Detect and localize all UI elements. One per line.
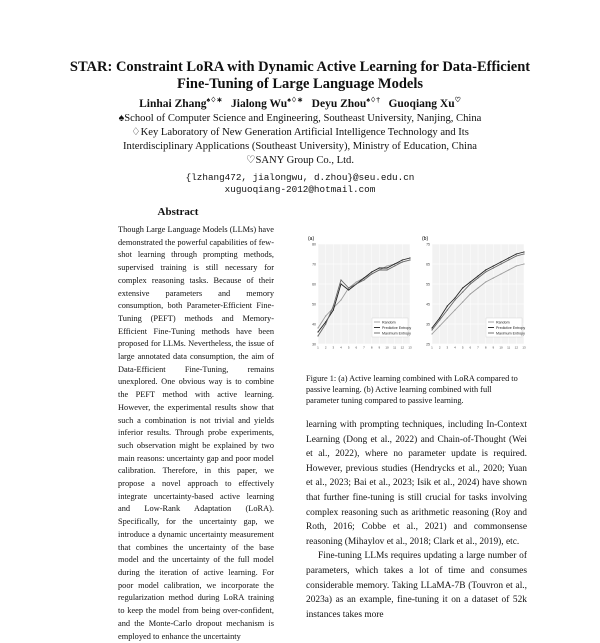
data-point (356, 283, 357, 284)
x-tick-label: 7 (477, 345, 479, 350)
affiliation: ♠School of Computer Science and Engineering, Southeast University, Nanjing, China (118, 113, 482, 124)
data-point (508, 269, 509, 270)
data-point (340, 279, 341, 280)
data-point (317, 335, 318, 336)
data-point (439, 325, 440, 326)
data-point (447, 317, 448, 318)
panel-label-b: (b) (422, 236, 429, 242)
x-tick-label: 9 (492, 345, 495, 350)
x-tick-label: 8 (370, 345, 373, 350)
x-tick-label: 13 (408, 345, 412, 350)
legend-label: Predictive Entropy (382, 325, 412, 330)
data-point (500, 263, 501, 264)
legend-label: Maximum Entropy (496, 331, 525, 336)
data-point (462, 301, 463, 302)
data-point (454, 309, 455, 310)
data-point (431, 327, 432, 328)
data-point (477, 287, 478, 288)
author-name: Linhai Zhang (139, 97, 207, 110)
x-tick-label: 4 (340, 345, 342, 350)
data-point (523, 253, 524, 254)
y-tick-label: 50 (312, 302, 316, 307)
data-point (394, 263, 395, 264)
x-tick-label: 1 (317, 345, 319, 350)
affiliation: ♢Key Laboratory of New Generation Artificial Intelligence Technology and Its (131, 127, 469, 138)
data-point (454, 299, 455, 300)
figure-1 (306, 232, 528, 367)
data-point (402, 261, 403, 262)
x-tick-label: 6 (355, 345, 358, 350)
y-tick-label: 65 (426, 262, 430, 267)
legend-label: Random (496, 320, 510, 325)
data-point (394, 265, 395, 266)
x-tick-label: 5 (347, 345, 350, 350)
data-point (508, 257, 509, 258)
figure-chart (306, 232, 528, 362)
title-line-2: Fine-Tuning of Large Language Models (177, 76, 423, 92)
author-marks: ♠♢∗ (287, 96, 304, 104)
y-tick-label: 25 (426, 342, 430, 347)
data-point (477, 277, 478, 278)
data-point (447, 305, 448, 306)
author-list (40, 96, 560, 110)
data-point (340, 299, 341, 300)
data-point (386, 265, 387, 266)
data-point (516, 265, 517, 266)
email-block (40, 172, 560, 197)
y-tick-label: 30 (312, 342, 316, 347)
data-point (470, 293, 471, 294)
x-tick-label: 7 (363, 345, 365, 350)
data-point (523, 251, 524, 252)
affiliation: ♡SANY Group Co., Ltd. (246, 155, 354, 166)
x-tick-label: 10 (499, 345, 503, 350)
author-marks: ♡ (454, 96, 461, 104)
legend-label: Predictive Entropy (496, 325, 526, 330)
author-name: Deyu Zhou (311, 97, 367, 110)
abstract-heading: Abstract (157, 206, 199, 218)
data-point (325, 323, 326, 324)
figure-caption: Figure 1: (a) Active learning combined with LoRA compared to passive learning. (b) Active learning combined with full parameter tuning compared to passive learning. (306, 374, 518, 405)
x-tick-label: 3 (332, 345, 335, 350)
legend-label: Maximum Entropy (382, 331, 411, 336)
title-line-1: STAR: Constraint LoRA with Dynamic Active Learning for Data-Efficient (69, 59, 531, 75)
data-point (371, 273, 372, 274)
data-point (516, 255, 517, 256)
x-tick-label: 1 (431, 345, 433, 350)
x-tick-label: 5 (461, 345, 464, 350)
data-point (485, 271, 486, 272)
data-point (470, 281, 471, 282)
data-point (508, 259, 509, 260)
body-paragraph: Fine-tuning LLMs requires updating a large number of parameters, which takes a lot of time and consumes considerable memory. Taking LLaMA-7B (Touvron et al., 2023a) as an example, fine-tuning it on a dataset of 52k instances takes more (306, 551, 527, 620)
x-tick-label: 13 (522, 345, 526, 350)
data-point (462, 291, 463, 292)
data-point (333, 309, 334, 310)
data-point (493, 277, 494, 278)
data-point (363, 279, 364, 280)
x-tick-label: 3 (446, 345, 449, 350)
data-point (409, 259, 410, 260)
data-point (500, 273, 501, 274)
y-tick-label: 75 (426, 242, 430, 247)
data-point (431, 329, 432, 330)
data-point (439, 317, 440, 318)
email-line: {lzhang472, jialongwu, d.zhou}@seu.edu.cn (185, 172, 415, 183)
data-point (348, 287, 349, 288)
author-marks: ♠♢∗ (206, 96, 223, 104)
abstract-paragraph: Though Large Language Models (LLMs) have demonstrated the powerful capabilities of few-shot learning through prompting methods, supervised training is still necessary for complex reasoning tasks. Because of their extensive parameters and memory consumption, both Parameter-Efficient Fine-Tuning (PEFT) methods and Memory-Efficient Fine-Tuning methods have been proposed for LLMs. Nevertheless, the issue of large annotated data consumption, the aim of Data-Efficient Fine-Tuning, remains unexplored. One obvious way is to combine the PEFT method with active learning. However, the experimental results show that such a combination is not trivial and yields inferior results. Through probe experiments, such observation might be explained by two main reasons: uncertainty gap and poor model calibration. Therefore, in this paper, we propose a novel approach to effectively integrate uncertainty-based active learning and Low-Rank Adaptation (LoRA). Specifically, for the uncertainty gap, we introduce a dynamic uncertainty measurement that combines the uncertainty of the base model and the uncertainty of the full model during the iteration of active learning. For poor model calibration, we incorporate the regularization method during LoRA training to keep the model from being over-confident, and the Monte-Carlo dropout mechanism is employed to enhance the uncertainty (118, 225, 274, 641)
data-point (447, 309, 448, 310)
data-point (402, 259, 403, 260)
data-point (409, 257, 410, 258)
data-point (431, 333, 432, 334)
x-tick-label: 11 (393, 345, 397, 350)
data-point (439, 319, 440, 320)
data-point (386, 269, 387, 270)
y-tick-label: 40 (312, 322, 316, 327)
data-point (333, 305, 334, 306)
author-name: Jialong Wu (231, 97, 288, 110)
y-tick-label: 70 (312, 262, 316, 267)
y-tick-label: 60 (312, 282, 316, 287)
x-tick-label: 9 (378, 345, 381, 350)
x-tick-label: 4 (454, 345, 456, 350)
data-point (325, 315, 326, 316)
data-point (516, 253, 517, 254)
body-paragraph: learning with prompting techniques, including In-Context Learning (Dong et al., 2022) and Chain-of-Thought (Wei et al., 2022), where no parameter update is required. However, previous studies (Hendrycks et al., 2020; Yuan et al., 2023; Bai et al., 2023; Isik et al., 2024) have shown that further fine-tuning is still crucial for tasks involving complex reasoning such as arithmetic reasoning (Roy and Roth, 2016; Cobbe et al., 2021) and commonsense reasoning (Mihaylov et al., 2018; Clark et al., 2019), etc. (306, 420, 527, 547)
data-point (454, 297, 455, 298)
data-point (379, 269, 380, 270)
data-point (317, 331, 318, 332)
author-marks: ♠♢† (366, 96, 380, 104)
data-point (356, 281, 357, 282)
chart-panel-b (426, 243, 526, 350)
data-point (340, 283, 341, 284)
author-name: Guoqiang Xu (388, 97, 455, 110)
data-point (462, 287, 463, 288)
body-column (306, 418, 527, 622)
data-point (386, 267, 387, 268)
data-point (348, 289, 349, 290)
data-point (371, 271, 372, 272)
x-tick-label: 12 (400, 345, 405, 350)
x-tick-label: 8 (484, 345, 487, 350)
x-tick-label: 6 (469, 345, 472, 350)
x-tick-label: 2 (324, 345, 327, 350)
email-line: xuguoqiang-2012@hotmail.com (224, 184, 376, 196)
data-point (523, 263, 524, 264)
chart-panel-a (312, 243, 412, 350)
data-point (485, 281, 486, 282)
y-tick-label: 80 (312, 242, 316, 247)
data-point (363, 277, 364, 278)
affiliation: Interdisciplinary Applications (Southeast University), Ministry of Education, China (123, 141, 477, 152)
data-point (317, 327, 318, 328)
paper-title (40, 59, 560, 93)
data-point (477, 275, 478, 276)
x-tick-label: 12 (514, 345, 519, 350)
data-point (379, 267, 380, 268)
y-tick-label: 35 (426, 322, 430, 327)
x-tick-label: 11 (507, 345, 511, 350)
data-point (493, 265, 494, 266)
y-tick-label: 55 (426, 282, 430, 287)
data-point (493, 267, 494, 268)
panel-label-a: (a) (308, 236, 315, 242)
x-tick-label: 2 (438, 345, 441, 350)
data-point (485, 269, 486, 270)
data-point (470, 283, 471, 284)
data-point (500, 261, 501, 262)
abstract-text (118, 224, 274, 643)
x-tick-label: 10 (385, 345, 389, 350)
legend-label: Random (382, 320, 396, 325)
y-tick-label: 45 (426, 302, 430, 307)
